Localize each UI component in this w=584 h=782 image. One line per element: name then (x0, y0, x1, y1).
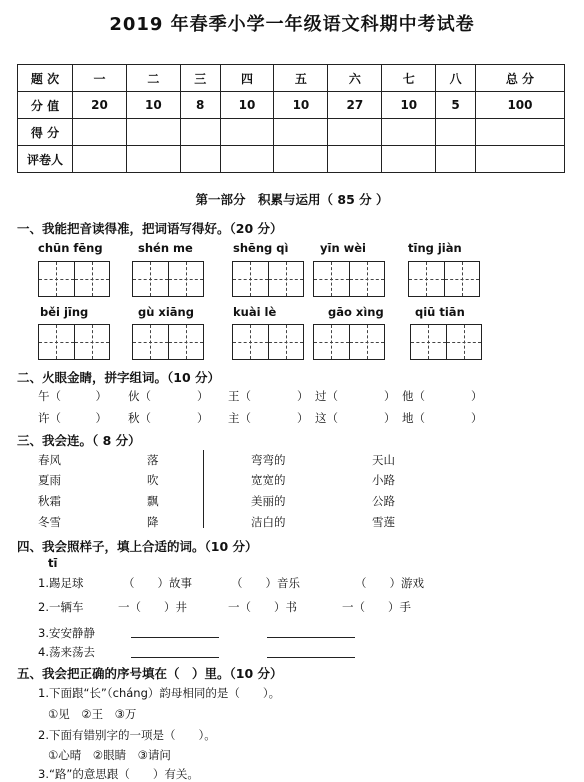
score-table-row (18, 65, 565, 92)
example-phrase: 3.安安静静 (38, 626, 95, 640)
answer-line[interactable] (131, 657, 219, 658)
score-cell[interactable] (220, 119, 274, 146)
writing-grid[interactable] (132, 261, 204, 297)
writing-grid[interactable] (313, 261, 385, 297)
score-cell: 20 (73, 92, 127, 119)
score-cell: 10 (274, 92, 328, 119)
question-text: 3.“路”的意思跟（ ）有关。 (38, 767, 199, 781)
score-table-row (18, 146, 565, 173)
score-cell[interactable] (328, 119, 382, 146)
pinyin-label: chūn fēng (38, 241, 103, 255)
pinyin-label: yīn wèi (320, 241, 366, 255)
match-item[interactable]: 雪莲 (372, 515, 395, 529)
example-phrase: 4.荡来荡去 (38, 645, 95, 659)
pinyin-label: gù xiāng (138, 305, 194, 319)
pinyin-label: gāo xìng (328, 305, 384, 319)
question-text: 1.下面跟“长”（cháng）韵母相同的是（ ）。 (38, 686, 281, 700)
fill-blank[interactable]: （ ）故事 (123, 576, 192, 590)
score-cell[interactable] (73, 146, 127, 173)
writing-grid[interactable] (232, 324, 304, 360)
section-4-heading: 四、我会照样子，填上合适的词。（10 分） (17, 539, 258, 554)
score-cell[interactable] (436, 146, 476, 173)
section-1-heading: 一、我能把音读得准，把词语写得好。（20 分） (17, 221, 283, 236)
pinyin-label: tīng jiàn (408, 241, 462, 255)
pinyin-label: shēng qì (233, 241, 289, 255)
score-row-header: 得 分 (18, 119, 73, 146)
fill-blank[interactable]: 一（ ）手 (342, 600, 411, 614)
pinyin-label: běi jīng (40, 305, 89, 319)
word-blank[interactable]: 王（ ） (228, 389, 309, 403)
score-cell[interactable] (382, 119, 436, 146)
score-cell[interactable] (328, 146, 382, 173)
score-cell[interactable] (126, 119, 180, 146)
score-cell[interactable] (220, 146, 274, 173)
score-cell[interactable] (475, 119, 564, 146)
pinyin-hint: tī (48, 556, 58, 570)
writing-grid[interactable] (408, 261, 480, 297)
writing-grid[interactable] (132, 324, 204, 360)
section-2-heading: 二、火眼金睛，拼字组词。（10 分） (17, 370, 220, 385)
word-blank[interactable]: 秋（ ） (128, 411, 209, 425)
score-cell: 六 (328, 65, 382, 92)
score-cell: 一 (73, 65, 127, 92)
score-cell: 10 (126, 92, 180, 119)
match-item[interactable]: 洁白的 (251, 515, 286, 529)
fill-blank[interactable]: （ ）游戏 (355, 576, 424, 590)
score-table-row (18, 92, 565, 119)
match-item[interactable]: 弯弯的 (251, 453, 286, 467)
section-5-heading: 五、我会把正确的序号填在（ ）里。（10 分） (17, 666, 283, 681)
word-blank[interactable]: 地（ ） (402, 411, 483, 425)
score-cell: 10 (220, 92, 274, 119)
writing-grid[interactable] (313, 324, 385, 360)
score-cell: 五 (274, 65, 328, 92)
score-cell[interactable] (126, 146, 180, 173)
writing-grid[interactable] (232, 261, 304, 297)
answer-options[interactable]: ①心晴 ②眼睛 ③请问 (48, 748, 171, 762)
question-text: 2.下面有错别字的一项是（ ）。 (38, 728, 216, 742)
match-item[interactable]: 宽宽的 (251, 473, 286, 487)
score-cell[interactable] (180, 119, 220, 146)
match-item[interactable]: 降 (147, 515, 159, 529)
score-cell[interactable] (475, 146, 564, 173)
word-blank[interactable]: 这（ ） (315, 411, 396, 425)
example-phrase: 2.一辆车 (38, 600, 84, 614)
match-item[interactable]: 美丽的 (251, 494, 286, 508)
answer-line[interactable] (267, 637, 355, 638)
writing-grid[interactable] (38, 261, 110, 297)
word-blank[interactable]: 午（ ） (38, 389, 107, 403)
score-cell: 27 (328, 92, 382, 119)
match-item[interactable]: 天山 (372, 453, 395, 467)
score-cell[interactable] (436, 119, 476, 146)
match-item[interactable]: 秋霜 (38, 494, 61, 508)
score-cell: 八 (436, 65, 476, 92)
score-cell: 四 (220, 65, 274, 92)
fill-blank[interactable]: 一（ ）书 (228, 600, 297, 614)
score-cell[interactable] (382, 146, 436, 173)
match-item[interactable]: 公路 (372, 494, 395, 508)
match-item[interactable]: 小路 (372, 473, 395, 487)
score-cell: 七 (382, 65, 436, 92)
score-cell: 100 (475, 92, 564, 119)
word-blank[interactable]: 过（ ） (315, 389, 396, 403)
pinyin-label: shén me (138, 241, 193, 255)
score-table-row (18, 119, 565, 146)
score-table (17, 64, 565, 173)
match-item[interactable]: 春风 (38, 453, 61, 467)
score-cell[interactable] (73, 119, 127, 146)
score-row-header: 评卷人 (18, 146, 73, 173)
word-blank[interactable]: 主（ ） (228, 411, 309, 425)
writing-grid[interactable] (38, 324, 110, 360)
match-item[interactable]: 冬雪 (38, 515, 61, 529)
score-cell: 三 (180, 65, 220, 92)
answer-options[interactable]: ①见 ②王 ③万 (48, 707, 137, 721)
score-cell[interactable] (180, 146, 220, 173)
score-cell[interactable] (274, 146, 328, 173)
score-cell: 总 分 (475, 65, 564, 92)
score-row-header: 题 次 (18, 65, 73, 92)
pinyin-label: qiū tiān (415, 305, 465, 319)
exam-title: 2019 年春季小学一年级语文科期中考试卷 (109, 14, 475, 35)
match-item[interactable]: 吹 (147, 473, 159, 487)
match-item[interactable]: 夏雨 (38, 473, 61, 487)
score-cell: 10 (382, 92, 436, 119)
match-item[interactable]: 落 (147, 453, 159, 467)
score-row-header: 分 值 (18, 92, 73, 119)
word-blank[interactable]: 许（ ） (38, 411, 107, 425)
writing-grid[interactable] (410, 324, 482, 360)
score-cell[interactable] (274, 119, 328, 146)
section-3-heading: 三、我会连。（ 8 分） (17, 433, 141, 448)
match-item[interactable]: 飘 (147, 494, 159, 508)
score-cell: 8 (180, 92, 220, 119)
divider-line (203, 450, 204, 528)
example-phrase: 1.踢足球 (38, 576, 84, 590)
score-cell: 二 (126, 65, 180, 92)
part-title: 第一部分 积累与运用（ 85 分 ） (195, 192, 389, 207)
answer-line[interactable] (267, 657, 355, 658)
pinyin-label: kuài lè (233, 305, 277, 319)
score-cell: 5 (436, 92, 476, 119)
word-blank[interactable]: 他（ ） (402, 389, 483, 403)
word-blank[interactable]: 伙（ ） (128, 389, 209, 403)
fill-blank[interactable]: 一（ ）井 (118, 600, 187, 614)
answer-line[interactable] (131, 637, 219, 638)
fill-blank[interactable]: （ ）音乐 (231, 576, 300, 590)
